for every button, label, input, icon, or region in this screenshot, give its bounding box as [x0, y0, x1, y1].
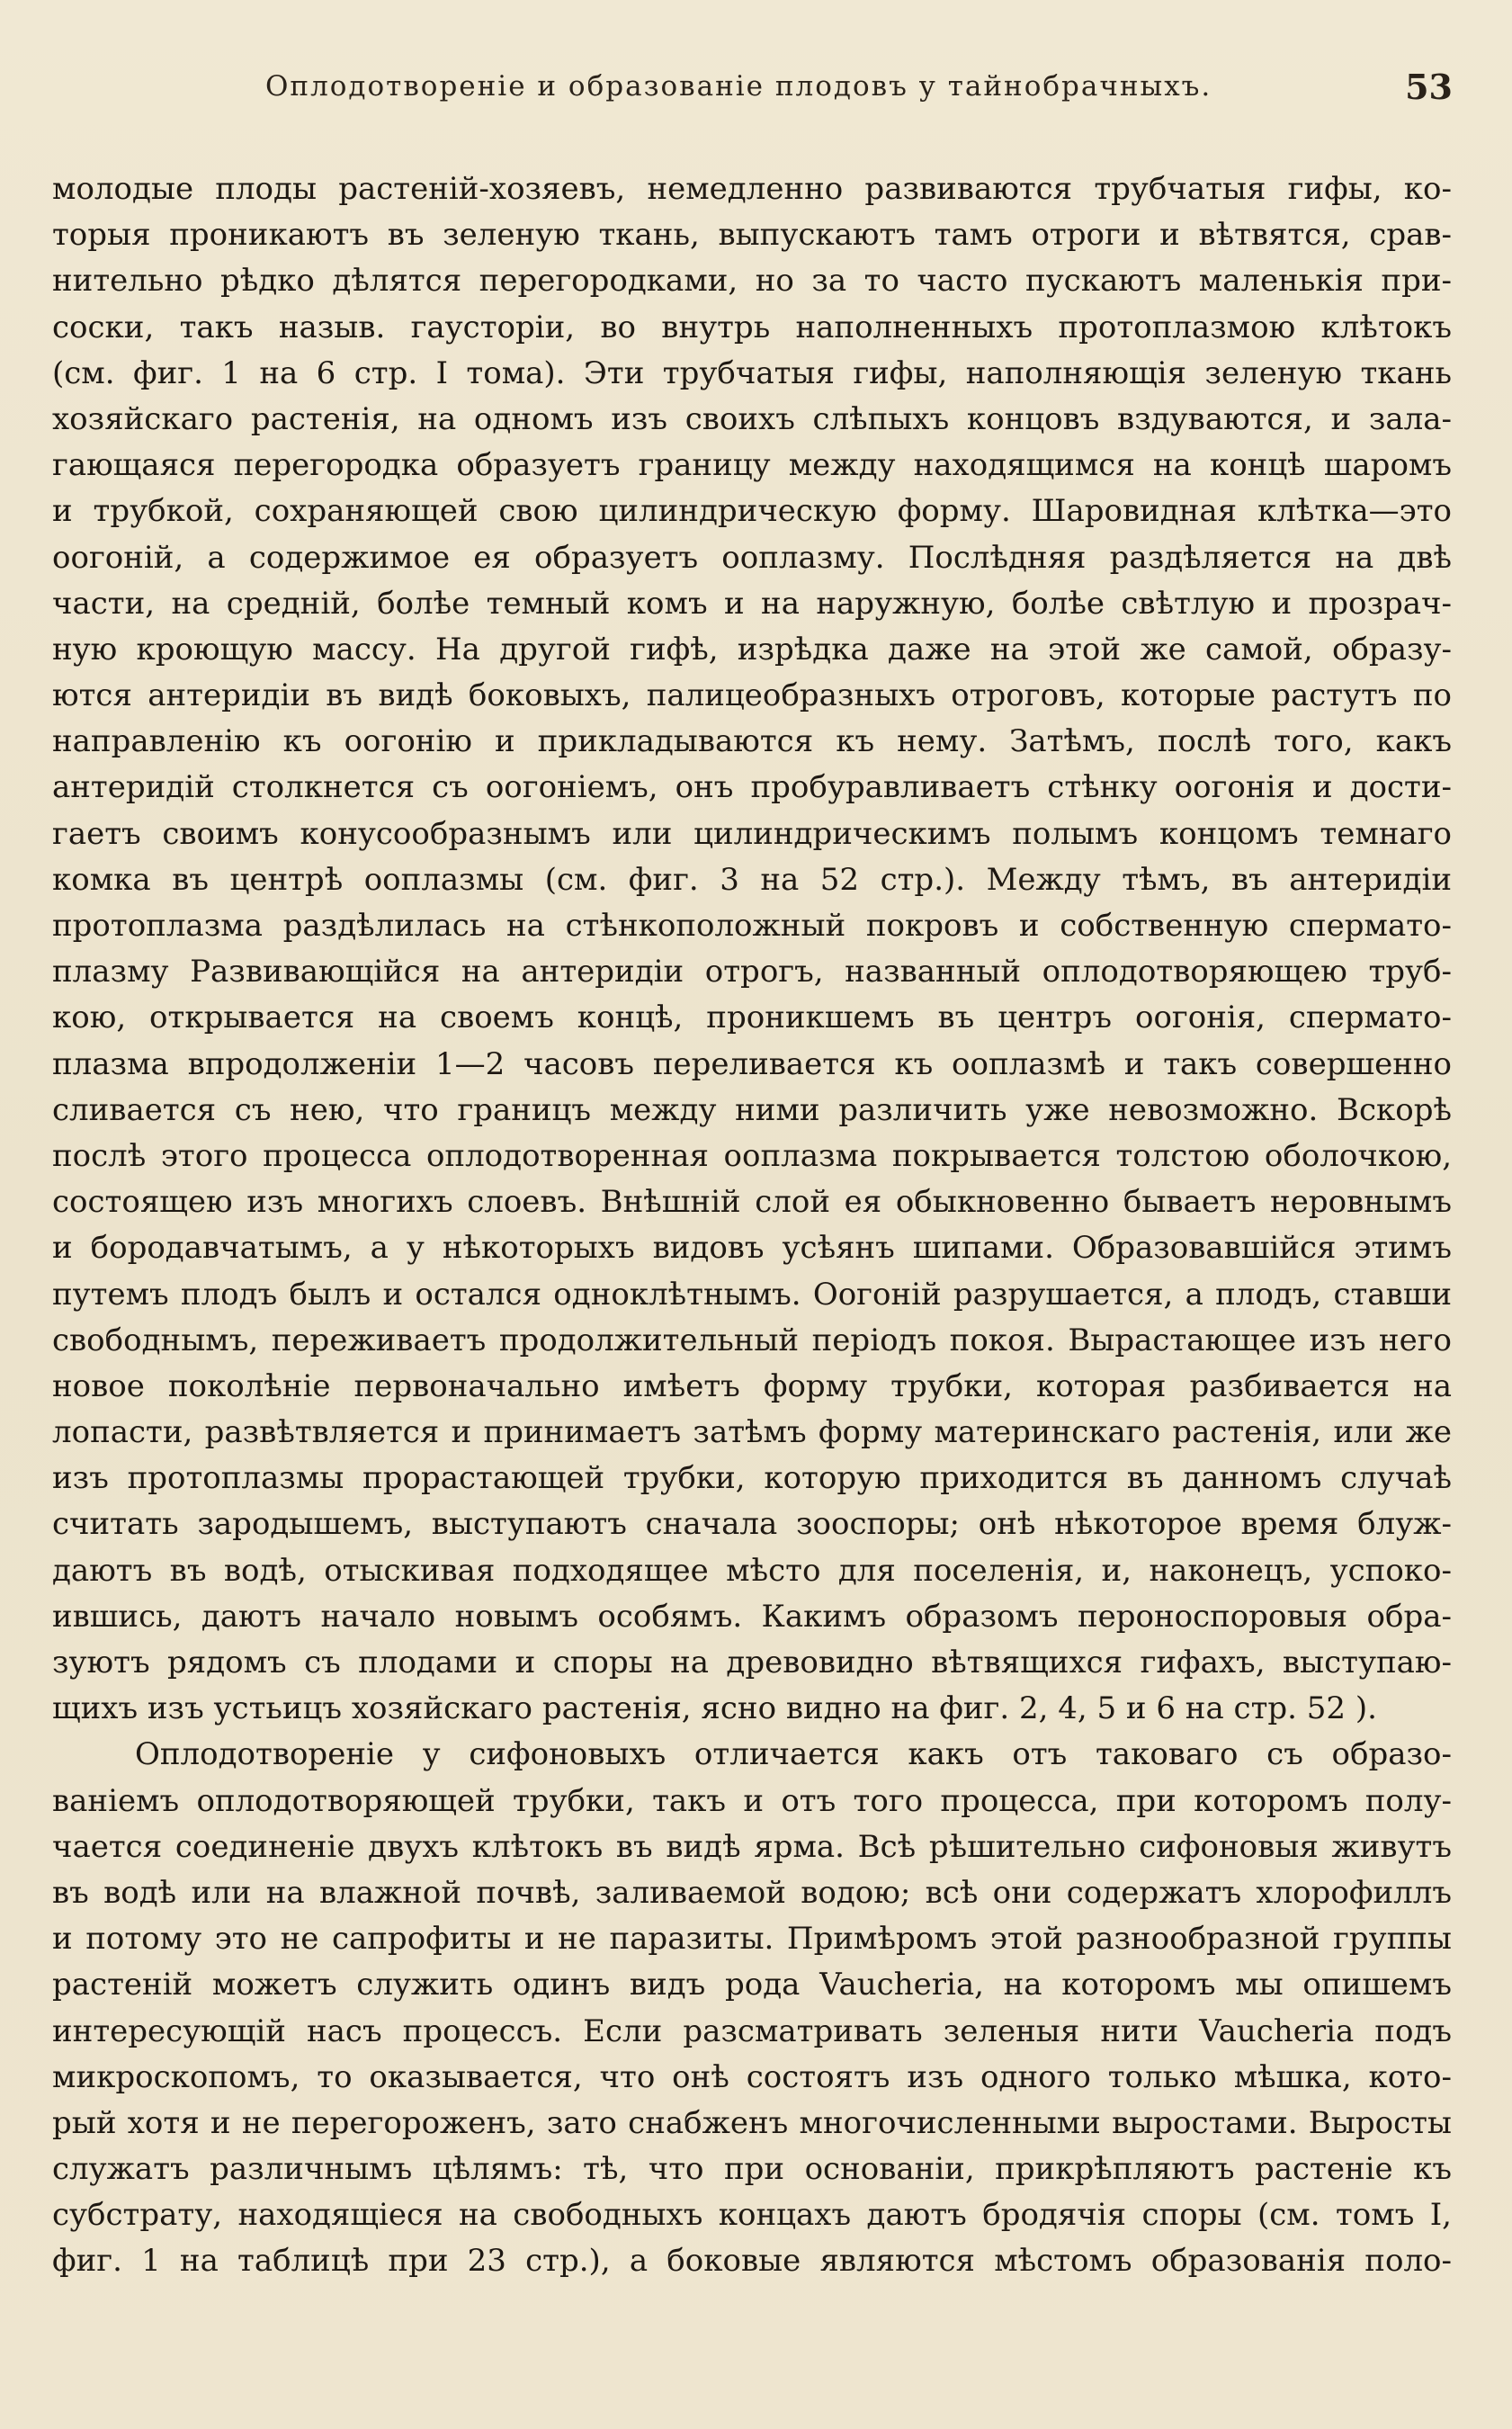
text-line: части, на средній, болѣе темный комъ и на наружную, болѣе свѣтлую и прозрач-: [52, 585, 1452, 622]
text-line: щихъ изъ устьицъ хозяйскаго растенія, ясно видно на фиг. 2, 4, 5 и 6 на стр. 52 ).: [52, 1690, 1377, 1727]
text-line: въ водѣ или на влажной почвѣ, заливаемой водою; всѣ они содержатъ хлорофиллъ: [52, 1874, 1452, 1911]
text-line: микроскопомъ, то оказывается, что онѣ состоятъ изъ одного только мѣшка, кото-: [52, 2058, 1452, 2095]
text-line: соски, такъ назыв. гаусторіи, во внутрь наполненныхъ протоплазмою клѣтокъ: [52, 309, 1452, 345]
text-line: изъ протоплазмы прорастающей трубки, которую приходится въ данномъ случаѣ: [52, 1460, 1452, 1497]
text-line: оогоній, а содержимое ея образуетъ ооплазму. Послѣдняя раздѣляется на двѣ: [52, 539, 1452, 576]
text-line: зуютъ рядомъ съ плодами и споры на древовидно вѣтвящихся гифахъ, выступаю-: [52, 1645, 1452, 1681]
text-line: молодые плоды растеній-хозяевъ, немедленно развиваются трубчатыя гифы, ко-: [52, 171, 1452, 207]
text-line: служатъ различнымъ цѣлямъ: тѣ, что при основаніи, прикрѣпляютъ растеніе къ: [52, 2151, 1452, 2188]
text-line: протоплазма раздѣлилась на стѣнкоположный покровъ и собственную спермато-: [52, 908, 1452, 944]
text-line: ваніемъ оплодотворяющей трубки, такъ и отъ того процесса, при которомъ полу-: [52, 1782, 1452, 1819]
text-line: послѣ этого процесса оплодотворенная ооплазма покрывается толстою оболочкою,: [52, 1137, 1452, 1174]
paragraph-start-line: Оплодотвореніе у сифоновыхъ отличается какъ отъ таковаго съ образо-: [135, 1736, 1452, 1773]
text-line: и бородавчатымъ, а у нѣкоторыхъ видовъ усѣянъ шипами. Образовавшійся этимъ: [52, 1230, 1452, 1267]
text-line: плазму Развивающійся на антеридіи отрогъ, названный оплодотворяющею труб-: [52, 954, 1452, 990]
text-line: и потому это не сапрофиты и не паразиты. Примѣромъ этой разнообразной группы: [52, 1921, 1452, 1958]
text-line: считать зародышемъ, выступаютъ сначала зооспоры; онѣ нѣкоторое время блуж-: [52, 1506, 1452, 1543]
page-number: 53: [1405, 67, 1453, 107]
text-line: (см. фиг. 1 на 6 стр. I тома). Эти трубчатыя гифы, наполняющія зеленую ткань: [52, 354, 1452, 391]
text-line: гаетъ своимъ конусообразнымъ или цилиндрическимъ полымъ концомъ темнаго: [52, 815, 1452, 852]
text-line: субстрату, находящіеся на свободныхъ концахъ даютъ бродячія споры (см. томъ I,: [52, 2197, 1452, 2234]
text-line: рый хотя и не перегороженъ, зато снабженъ многочисленными выростами. Выросты: [52, 2104, 1452, 2141]
text-line: плазма впродолженіи 1—2 часовъ переливается къ ооплазмѣ и такъ совершенно: [52, 1045, 1452, 1082]
text-line: ившись, даютъ начало новымъ особямъ. Какимъ образомъ пероноспоровыя обра-: [52, 1598, 1452, 1635]
text-line: лопасти, развѣтвляется и принимаетъ затѣмъ форму материнскаго растенія, или же: [52, 1414, 1452, 1451]
text-line: интересующій насъ процессъ. Если разсматривать зеленыя нити Vaucheria подъ: [52, 2012, 1452, 2049]
text-line: кою, открывается на своемъ концѣ, проникшемъ въ центръ оогонія, спермато-: [52, 999, 1452, 1036]
text-line: комка въ центрѣ ооплазмы (см. фиг. 3 на 52 стр.). Между тѣмъ, въ антеридіи: [52, 861, 1452, 898]
text-line: чается соединеніе двухъ клѣтокъ въ видѣ ярма. Всѣ рѣшительно сифоновыя живутъ: [52, 1828, 1452, 1865]
text-line: состоящею изъ многихъ слоевъ. Внѣшній слой ея обыкновенно бываетъ неровнымъ: [52, 1184, 1452, 1221]
text-line: сливается съ нею, что границъ между ними различить уже невозможно. Вскорѣ: [52, 1091, 1452, 1128]
text-line: и трубкой, сохраняющей свою цилиндрическую форму. Шаровидная клѣтка—это: [52, 493, 1452, 530]
text-line: направленію къ оогонію и прикладываются къ нему. Затѣмъ, послѣ того, какъ: [52, 723, 1452, 760]
running-head: Оплодотвореніе и образованіе плодовъ у тайнобрачныхъ.: [265, 70, 1212, 103]
body-text: [52, 166, 1452, 2285]
text-line: ную кроющую массу. На другой гифѣ, изрѣдка даже на этой же самой, образу-: [52, 631, 1452, 668]
text-line: свободнымъ, переживаетъ продолжительный періодъ покоя. Вырастающее изъ него: [52, 1322, 1452, 1358]
text-line: фиг. 1 на таблицѣ при 23 стр.), а боковые являются мѣстомъ образованія поло-: [52, 2243, 1452, 2280]
text-line: антеридій столкнется съ оогоніемъ, онъ пробуравливаетъ стѣнку оогонія и дости-: [52, 769, 1452, 806]
text-line: хозяйскаго растенія, на одномъ изъ своихъ слѣпыхъ концовъ вздуваются, и зала-: [52, 400, 1452, 437]
text-line: торыя проникаютъ въ зеленую ткань, выпускаютъ тамъ отроги и вѣтвятся, срав-: [52, 217, 1452, 254]
text-line: даютъ въ водѣ, отыскивая подходящее мѣсто для поселенія, и, наконецъ, успоко-: [52, 1552, 1452, 1589]
text-line: нительно рѣдко дѣлятся перегородками, но за то часто пускаютъ маленькія при-: [52, 263, 1452, 300]
text-line: растеній можетъ служить одинъ видъ рода Vaucheria, на которомъ мы опишемъ: [52, 1967, 1452, 2003]
text-line: гающаяся перегородка образуетъ границу между находящимся на концѣ шаромъ: [52, 447, 1452, 484]
text-line: путемъ плодъ былъ и остался одноклѣтнымъ. Оогоній разрушается, а плодъ, ставши: [52, 1276, 1452, 1313]
text-line: новое поколѣніе первоначально имѣетъ форму трубки, которая разбивается на: [52, 1367, 1452, 1404]
text-line: ются антеридіи въ видѣ боковыхъ, палицеобразныхъ отроговъ, которые растутъ по: [52, 677, 1452, 714]
